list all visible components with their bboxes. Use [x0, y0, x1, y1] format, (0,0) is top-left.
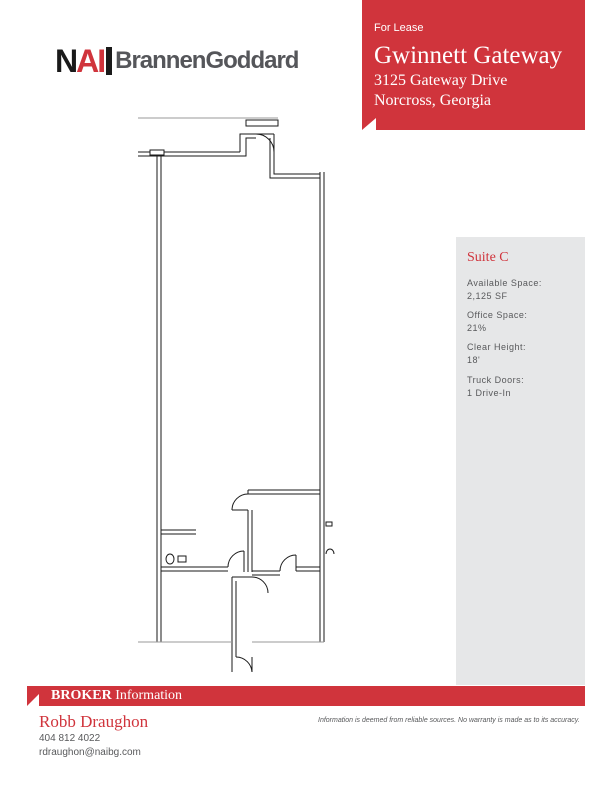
- logo-name: BrannenGoddard: [115, 47, 299, 74]
- spec-truck-doors: [467, 374, 524, 400]
- disclaimer: Information is deemed from reliable sources. No warranty is made as to its accuracy.: [318, 717, 580, 724]
- broker-heading-rest: Information: [115, 688, 183, 703]
- spec-value: 18': [467, 355, 481, 365]
- spec-label: Available Space:: [467, 278, 542, 288]
- broker-name: Robb Draughon: [39, 712, 149, 731]
- property-name: Gwinnett Gateway: [374, 42, 563, 69]
- spec-value: 21%: [467, 323, 487, 333]
- spec-label: Truck Doors:: [467, 375, 525, 385]
- spec-value: 2,125 SF: [467, 291, 508, 301]
- listing-tag: For Lease: [374, 22, 424, 34]
- property-header: [362, 0, 585, 130]
- logo-mark: NAI: [55, 43, 105, 79]
- broker-phone[interactable]: 404 812 4022: [39, 733, 101, 744]
- logo-divider: [106, 47, 112, 75]
- broker-notch: [27, 694, 39, 706]
- company-logo: [55, 43, 299, 79]
- spec-clear-height: [467, 341, 526, 367]
- spec-value: 1 Drive-In: [467, 388, 512, 398]
- spec-office-space: [467, 309, 527, 335]
- spec-label: Clear Height:: [467, 342, 527, 352]
- spec-available-space: [467, 277, 542, 303]
- suite-info-panel: [456, 237, 585, 685]
- address-line-1: 3125 Gateway Drive: [374, 72, 508, 89]
- spec-label: Office Space:: [467, 310, 528, 320]
- header-notch: [362, 118, 376, 130]
- broker-heading-bold: BROKER: [51, 688, 112, 703]
- address-line-2: Norcross, Georgia: [374, 92, 492, 109]
- suite-title: Suite C: [467, 250, 509, 265]
- broker-banner: [27, 686, 585, 706]
- broker-email[interactable]: rdraughon@naibg.com: [39, 747, 141, 758]
- broker-heading: [51, 688, 182, 704]
- floor-plan: [130, 112, 345, 672]
